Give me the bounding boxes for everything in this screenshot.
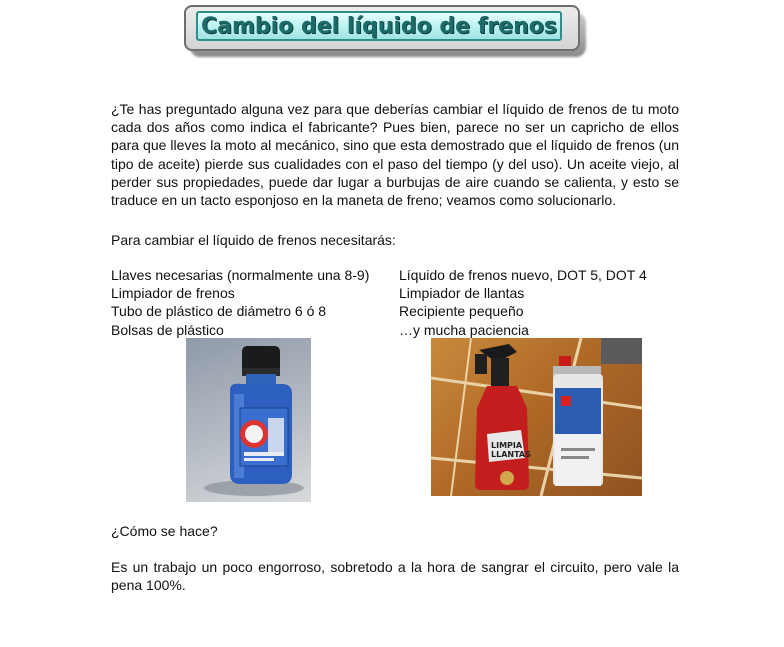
list-item: Líquido de frenos nuevo, DOT 5, DOT 4	[399, 267, 647, 283]
list-item: Tubo de plástico de diámetro 6 ó 8	[111, 303, 327, 320]
how-paragraph: Es un trabajo un poco engorroso, sobretodo a la hora de sangrar el circuito, pero vale la pena 100%.	[111, 559, 679, 594]
items-list-left	[111, 266, 391, 339]
brake-fluid-bottle-illustration	[186, 338, 311, 502]
list-item: Llaves necesarias (normalmente una 8-9)	[111, 267, 370, 283]
banner-plate	[196, 11, 562, 41]
list-item: Bolsas de plástico	[111, 321, 224, 338]
list-item: Limpiador de llantas	[399, 285, 525, 302]
brake-fluid-bottle-photo	[186, 338, 311, 502]
spray-label-line2: LLANTAS	[491, 450, 531, 459]
intro-paragraph: ¿Te has preguntado alguna vez para que deberías cambiar el líquido de frenos de tu moto cada dos años como indica el fabricante? Pues bien, parece no ser un capricho de ellos para que lleves la moto al mecánico, sino que esta demostrado que el líquido de frenos (un tipo de aceite) pierde sus cualidades con el paso del tiempo (y del uso). Un aceite viejo, al perder sus propiedades, puede dar lugar a burbujas de aire cuando se calienta, y esto se traduce en un tacto esponjoso en la maneta de freno; veamos como solucionarlo.	[111, 101, 679, 209]
needs-heading: Para cambiar el líquido de frenos necesitarás:	[111, 232, 396, 248]
how-heading: ¿Cómo se hace?	[111, 523, 218, 539]
list-item: Limpiador de frenos	[111, 285, 235, 302]
cleaners-photo	[431, 338, 642, 496]
list-item: …y mucha paciencia	[399, 321, 529, 338]
items-list-right	[399, 266, 679, 339]
title-banner	[184, 5, 586, 57]
cleaners-illustration	[431, 338, 642, 496]
page-title: Cambio del líquido de frenos	[201, 13, 557, 39]
spray-label-line1: LIMPIA	[491, 441, 523, 450]
list-item: Recipiente pequeño	[399, 303, 524, 320]
